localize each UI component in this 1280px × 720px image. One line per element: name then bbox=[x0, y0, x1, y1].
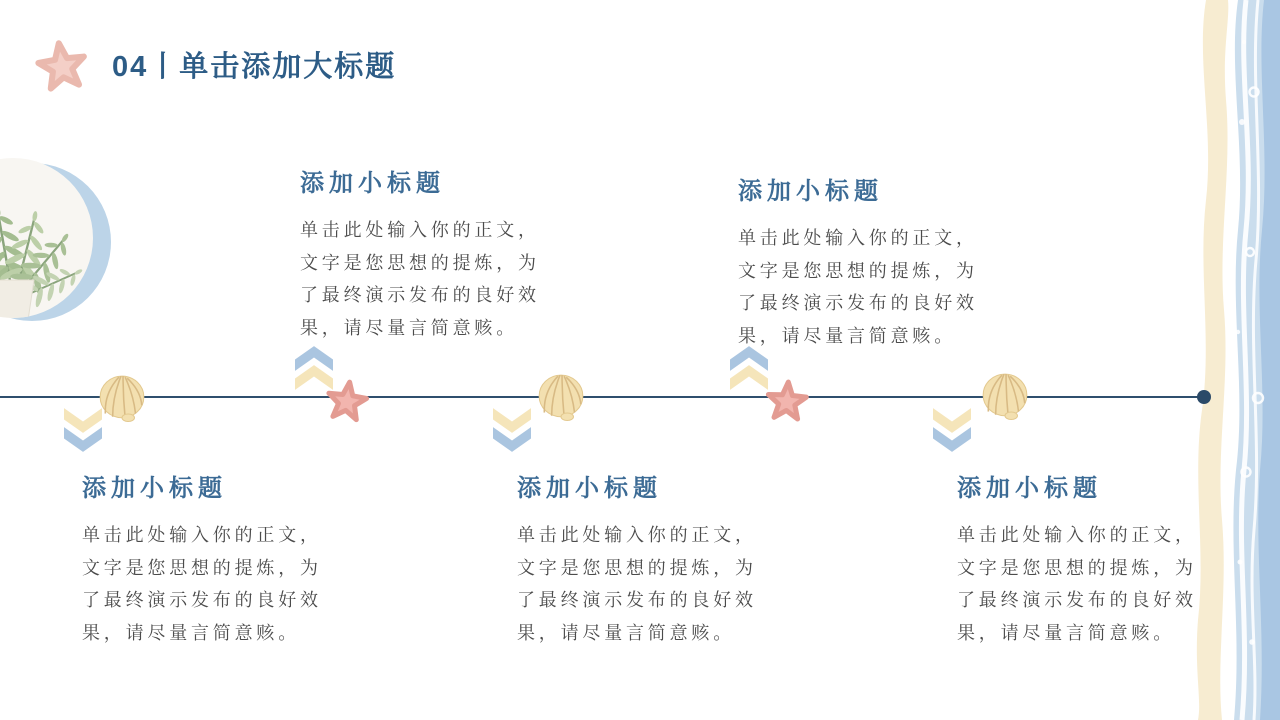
block-heading: 添加小标题 bbox=[517, 476, 662, 502]
block-heading: 添加小标题 bbox=[300, 171, 445, 197]
starfish-icon bbox=[320, 374, 374, 428]
chevron-down-icon bbox=[493, 408, 531, 452]
block-body: 单击此处输入你的正文，文字是您思想的提炼，为了最终演示发布的良好效果，请尽量言简意赅。 bbox=[738, 228, 978, 346]
block-heading: 添加小标题 bbox=[738, 179, 883, 205]
block-heading: 添加小标题 bbox=[957, 476, 1102, 502]
content-block-top-1 bbox=[300, 163, 552, 344]
shell-icon bbox=[535, 371, 587, 423]
chevron-down-icon bbox=[933, 408, 971, 452]
content-block-top-2 bbox=[738, 171, 990, 352]
block-heading: 添加小标题 bbox=[82, 476, 227, 502]
content-block-bottom-2 bbox=[517, 468, 769, 649]
plant-photo bbox=[0, 152, 115, 327]
shell-icon bbox=[979, 370, 1031, 422]
block-body: 单击此处输入你的正文，文字是您思想的提炼，为了最终演示发布的良好效果，请尽量言简意赅。 bbox=[300, 220, 540, 338]
block-body: 单击此处输入你的正文，文字是您思想的提炼，为了最终演示发布的良好效果，请尽量言简意赅。 bbox=[82, 525, 322, 643]
shell-icon bbox=[96, 372, 148, 424]
content-block-bottom-3 bbox=[957, 468, 1209, 649]
content-block-bottom-1 bbox=[82, 468, 334, 649]
starfish-icon bbox=[761, 375, 812, 426]
block-body: 单击此处输入你的正文，文字是您思想的提炼，为了最终演示发布的良好效果，请尽量言简意赅。 bbox=[517, 525, 757, 643]
page-title: 04丨单击添加大标题 bbox=[112, 51, 397, 83]
chevron-up-icon bbox=[730, 346, 768, 390]
timeline-end-dot bbox=[1197, 390, 1211, 404]
starfish-icon bbox=[29, 34, 94, 98]
block-body: 单击此处输入你的正文，文字是您思想的提炼，为了最终演示发布的良好效果，请尽量言简意赅。 bbox=[957, 525, 1197, 643]
